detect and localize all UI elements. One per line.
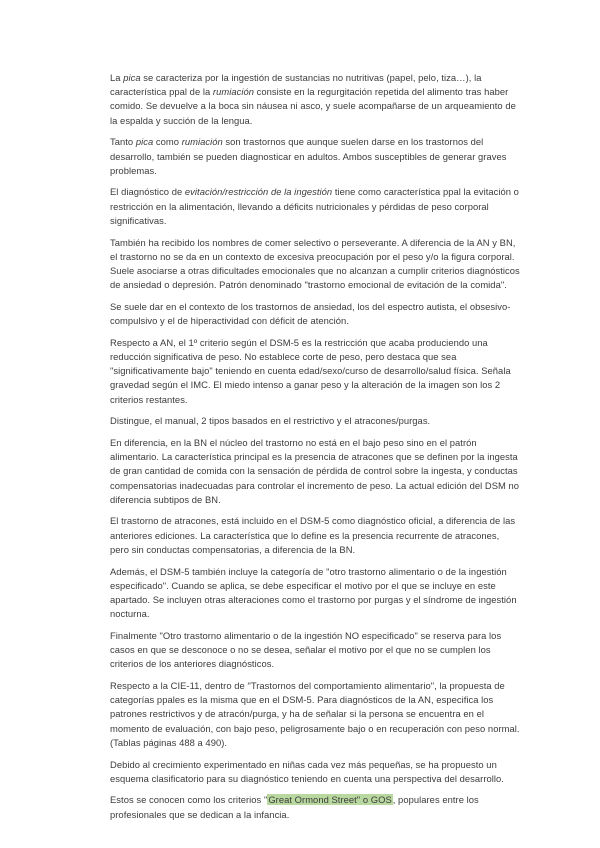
text-segment: En diferencia, en la BN el núcleo del trastorno no está en el bajo peso sino en el patrón alimentario. La característica principal es la presencia de atracones que se definen por la ingesta de gran cantidad de comida con la sensación de pérdida de control sobre la ingesta, y conductas compensatorias inadecuadas para controlar el incremento de peso. La actual edición del DSM no diferencia subtipos de BN. bbox=[110, 436, 520, 505]
highlighted-text: Great Ormond Street" o GOS bbox=[268, 794, 392, 806]
text-segment: , populares entre los profesionales que se dedican a la infancia. bbox=[110, 794, 479, 820]
paragraph-no-especificado bbox=[110, 629, 520, 672]
text-segment: Distingue, el manual, 2 tipos basados en el restrictivo y el atracones/purgas. bbox=[110, 415, 431, 427]
paragraph-tipos-an bbox=[110, 414, 520, 428]
paragraph-otro-especificado bbox=[110, 565, 520, 622]
paragraph-trastornos-desarrollo bbox=[110, 135, 520, 178]
text-segment: El trastorno de atracones, está incluido en el DSM-5 como diagnóstico oficial, a diferencia de las anteriores ediciones. La característica que lo define es la presencia recurrente de atracones, pero sin conductas compensatorias, a diferencia de la BN. bbox=[110, 515, 516, 555]
text-segment: También ha recibido los nombres de comer selectivo o perseverante. A diferencia de la AN y BN, el trastorno no se da en un contexto de excesiva preocupación por el peso y/o la figura corporal. Suele asociarse a otras dificultades emocionales que no alcanzan a cumplir criterios diagnósticos de ansiedad o depresión. Patrón denominado "trastorno emocional de evitación de la comida". bbox=[110, 236, 520, 291]
paragraph-criterios-an bbox=[110, 336, 520, 407]
text-segment: Debido al crecimiento experimentado en niñas cada vez más pequeñas, se ha propuesto un esquema clasificatorio para su diagnóstico teniendo en cuenta una perspectiva del desarrollo. bbox=[110, 758, 504, 784]
paragraph-contexto-ansiedad bbox=[110, 300, 520, 328]
paragraph-cie-11 bbox=[110, 679, 520, 750]
paragraph-ninas bbox=[110, 758, 520, 786]
text-segment: Tanto bbox=[110, 136, 136, 148]
text-segment: Respecto a la CIE-11, dentro de "Trastornos del comportamiento alimentario", la propuesta de categorías ppales es la misma que en el DSM-5. Para diagnósticos de la AN, especifica los patrones restrictivos y de atracón/purga, y ha de señalar si la persona se encuentra en el momento de evaluación, con bajo peso, peligrosamente bajo o en recuperación con peso normal. (Tablas páginas 488 a 490). bbox=[110, 680, 520, 748]
text-segment: son trastornos que aunque suelen darse en los trastornos del desarrollo, también se pueden diagnosticar en adultos. Ambos susceptibles de generar graves problemas. bbox=[110, 136, 507, 176]
paragraph-evitacion-restriccion bbox=[110, 185, 520, 228]
term-pica: pica bbox=[135, 136, 154, 148]
term-evitacion-restriccion: evitación/restricción de la ingestión bbox=[184, 186, 333, 198]
text-segment: Se suele dar en el contexto de los trastornos de ansiedad, los del espectro autista, el obsesivo-compulsivo y el de hiperactividad con déficit de atención. bbox=[110, 300, 511, 327]
paragraph-pica-rumiacion bbox=[110, 71, 520, 128]
text-segment: Estos se conocen como los criterios " bbox=[110, 794, 268, 806]
text-segment: El diagnóstico de bbox=[110, 186, 185, 198]
text-segment: tiene como característica ppal la evitación o restricción en la alimentación, llevando a déficits nutricionales y pérdidas de peso corporal significativas. bbox=[110, 186, 519, 226]
text-segment: Además, el DSM-5 también incluye la categoría de "otro trastorno alimentario o de la ingestión especificado". Cuando se aplica, se debe especificar el motivo por el que se incluye en este apartado. Se incluyen otras alteraciones como el trastorno por purgas y el síndrome de ingestión nocturna. bbox=[110, 565, 517, 620]
text-segment: La bbox=[110, 72, 124, 83]
text-segment: como bbox=[153, 136, 182, 148]
term-rumiacion: rumiación bbox=[212, 86, 255, 98]
text-segment: consiste en la regurgitación repetida del alimento tras haber comido. Se devuelve a la boca sin náusea ni asco, y suele acompañarse de un arqueamiento de la espalda y succión de la lengua. bbox=[110, 86, 516, 126]
term-rumiacion: rumiación bbox=[181, 136, 223, 148]
paragraph-criterios-gos bbox=[110, 793, 520, 821]
paragraph-trastorno-atracones bbox=[110, 514, 520, 557]
text-segment: Finalmente "Otro trastorno alimentario o de la ingestión NO especificado" se reserva para los casos en que se desconoce o no se desea, señalar el motivo por el que no se cumplen los criterios de los anteriores diagnósticos. bbox=[110, 629, 502, 670]
paragraph-bulimia bbox=[110, 436, 520, 507]
text-segment: se caracteriza por la ingestión de sustancias no nutritivas (papel, pelo, tiza…), la característica ppal de la bbox=[110, 72, 482, 98]
text-segment: Respecto a AN, el 1º criterio según el DSM-5 es la restricción que acaba produciendo una reducción significativa de peso. No establece corte de peso, pero destaca que sea "significativamente bajo" teniendo en cuenta edad/sexo/curso de desarrollo/salud física. Señala gravedad según el IMC. El miedo intenso a ganar peso y la alteración de la imagen son los 2 criterios restantes. bbox=[110, 336, 511, 405]
term-pica: pica bbox=[123, 72, 141, 83]
paragraph-comer-selectivo bbox=[110, 236, 520, 293]
document-body bbox=[110, 71, 520, 829]
